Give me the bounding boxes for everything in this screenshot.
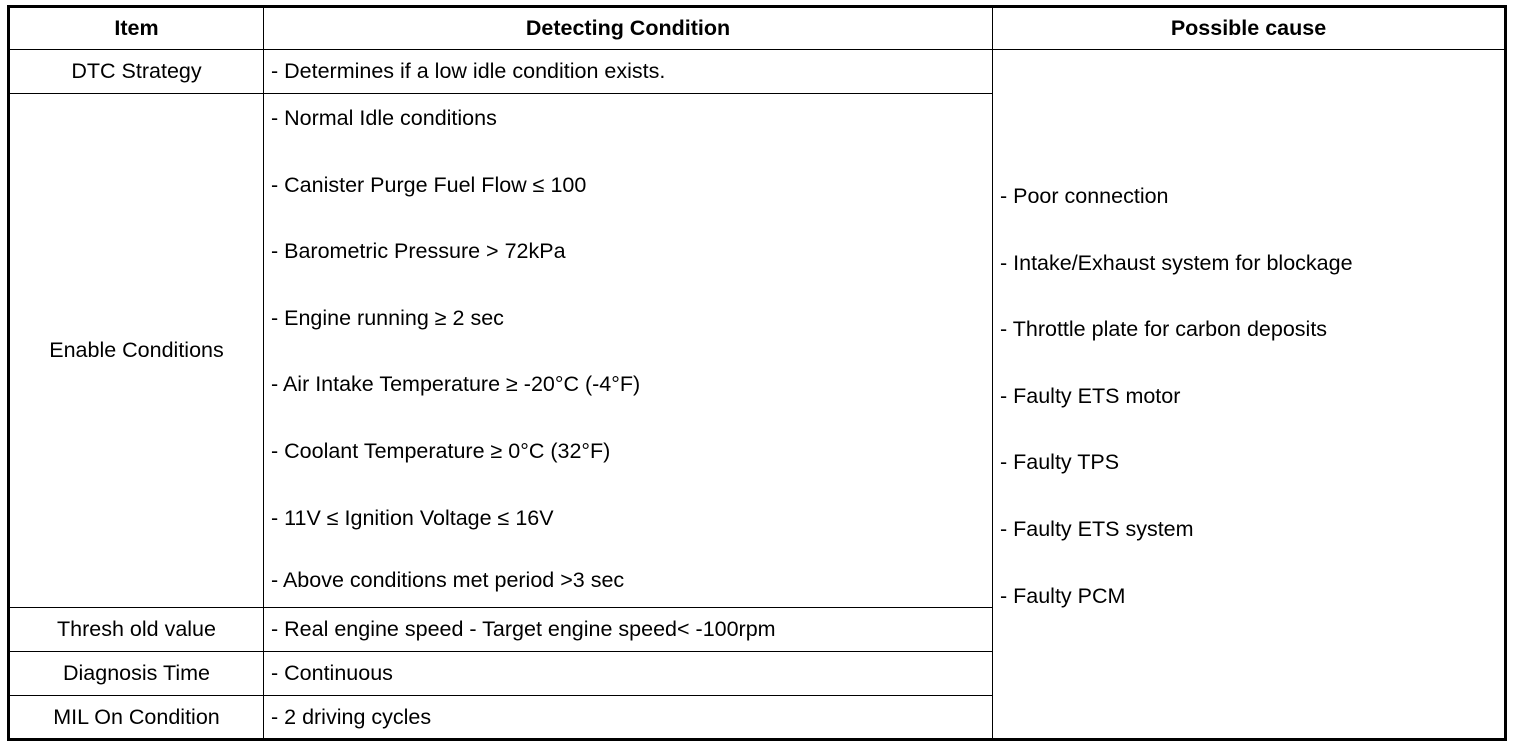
enable-condition-item: - Normal Idle conditions bbox=[271, 106, 497, 130]
header-detecting-condition: Detecting Condition bbox=[264, 7, 993, 50]
cause-item: - Intake/Exhaust system for blockage bbox=[1000, 250, 1353, 275]
enable-condition-item: - Engine running ≥ 2 sec bbox=[271, 305, 504, 330]
item-diagnosis-time: Diagnosis Time bbox=[9, 652, 264, 696]
enable-condition-item: - Above conditions met period >3 sec bbox=[271, 568, 625, 593]
item-threshold-value: Thresh old value bbox=[9, 608, 264, 652]
enable-condition-item: - 11V ≤ Ignition Voltage ≤ 16V bbox=[271, 505, 554, 530]
dtc-spec-table bbox=[7, 5, 1507, 741]
header-possible-cause: Possible cause bbox=[993, 7, 1506, 50]
header-row bbox=[9, 7, 1506, 50]
condition-threshold-value: - Real engine speed - Target engine speed< -100rpm bbox=[264, 608, 993, 652]
enable-condition-item: - Coolant Temperature ≥ 0°C (32°F) bbox=[271, 438, 611, 463]
cause-item: - Poor connection bbox=[1000, 184, 1169, 208]
cause-item: - Faulty ETS motor bbox=[1000, 383, 1181, 408]
enable-condition-item: - Canister Purge Fuel Flow ≤ 100 bbox=[271, 172, 587, 197]
item-enable-conditions: Enable Conditions bbox=[9, 94, 264, 608]
item-dtc-strategy: DTC Strategy bbox=[9, 50, 264, 94]
possible-cause-cell bbox=[993, 50, 1506, 740]
enable-condition-item: - Air Intake Temperature ≥ -20°C (-4°F) bbox=[271, 372, 641, 397]
condition-diagnosis-time: - Continuous bbox=[264, 652, 993, 696]
condition-dtc-strategy: - Determines if a low idle condition exists. bbox=[264, 50, 993, 94]
cause-item: - Throttle plate for carbon deposits bbox=[1000, 317, 1328, 342]
item-mil-on-condition: MIL On Condition bbox=[9, 696, 264, 740]
cause-item: - Faulty PCM bbox=[1000, 583, 1126, 608]
enable-conditions-cell bbox=[264, 94, 993, 608]
enable-condition-item: - Barometric Pressure > 72kPa bbox=[271, 239, 566, 264]
condition-mil-on-condition: - 2 driving cycles bbox=[264, 696, 993, 740]
row-dtc-strategy bbox=[9, 50, 1506, 94]
header-item: Item bbox=[9, 7, 264, 50]
cause-item: - Faulty TPS bbox=[1000, 450, 1120, 475]
cause-item: - Faulty ETS system bbox=[1000, 516, 1194, 541]
